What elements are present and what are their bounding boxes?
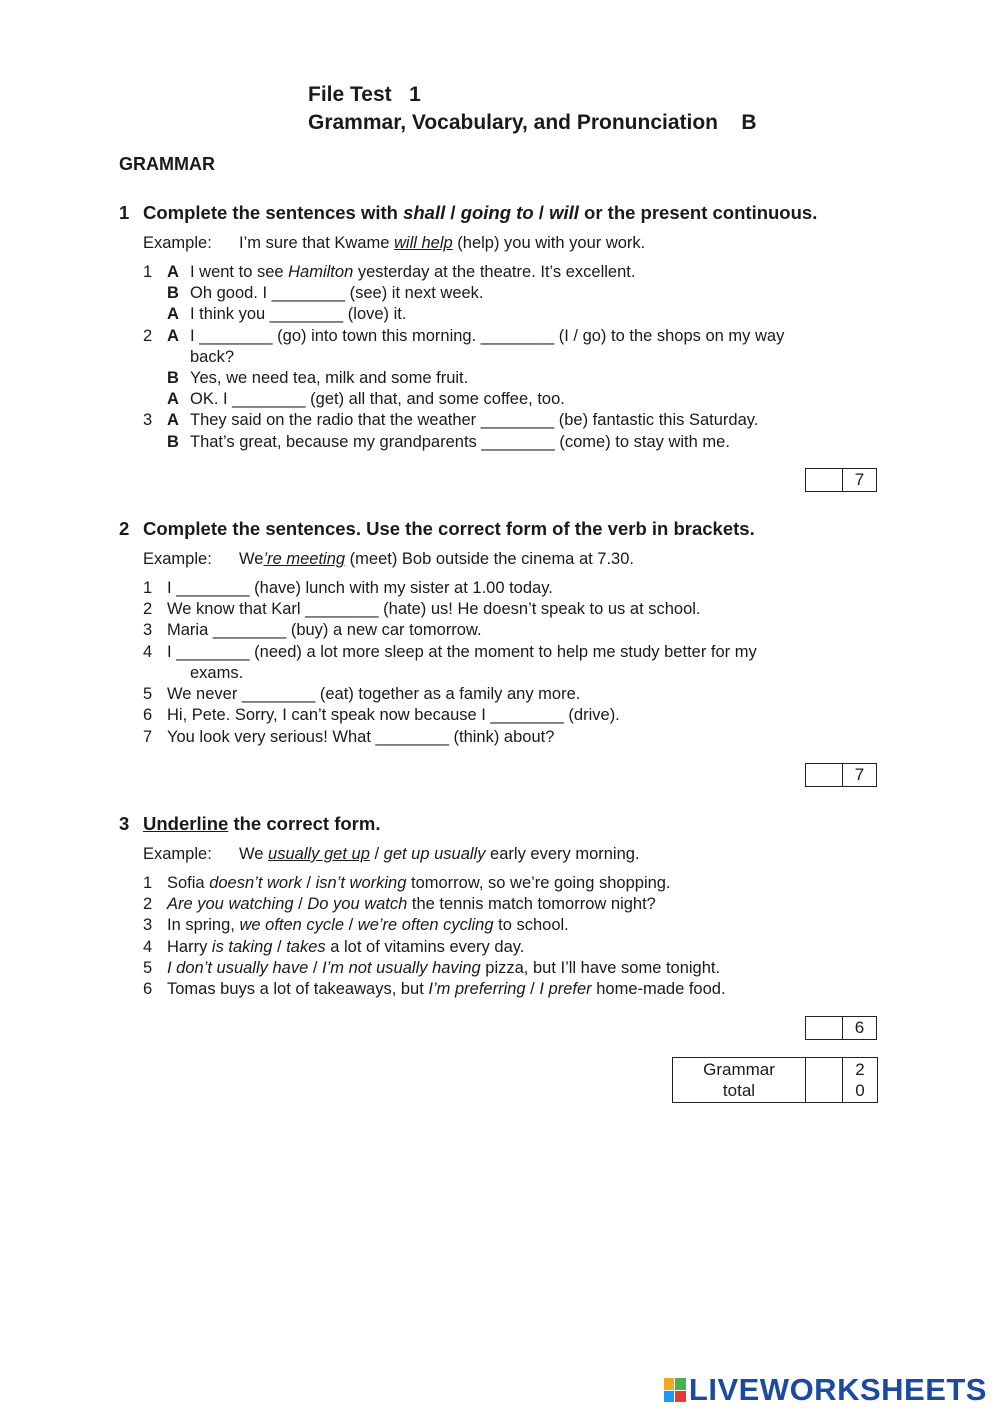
exercise-3-score-box: 6 (805, 1016, 877, 1040)
liveworksheets-logo (664, 1372, 987, 1408)
grammar-total-label: Grammar total (673, 1058, 806, 1102)
score-input[interactable] (806, 764, 843, 786)
option-b[interactable]: Do you watch (307, 895, 408, 913)
section-heading-grammar: GRAMMAR (119, 154, 215, 174)
option-a[interactable]: is taking (211, 938, 273, 956)
option-a[interactable]: I don’t usually have (167, 959, 309, 977)
option-b[interactable]: I prefer (539, 980, 592, 998)
grammar-total-max: 2 0 (855, 1060, 865, 1100)
exercise-1-score-box: 7 (805, 468, 877, 492)
option-a[interactable]: Are you watching (167, 895, 294, 913)
option-b[interactable]: we’re often cycling (357, 916, 494, 934)
total-score-input[interactable] (806, 1058, 843, 1102)
score-input[interactable] (806, 469, 843, 491)
option-a[interactable]: I’m preferring (428, 980, 526, 998)
exercise-2-score-box: 7 (805, 763, 877, 787)
score-input[interactable] (806, 1017, 843, 1039)
logo-text: LIVEWORKSHEETS (688, 1372, 987, 1407)
option-b[interactable]: takes (286, 938, 326, 956)
test-header (308, 81, 757, 137)
option-b[interactable]: I’m not usually having (322, 959, 481, 977)
option-a[interactable]: doesn’t work (209, 874, 302, 892)
option-a[interactable]: we often cycle (239, 916, 345, 934)
grammar-total-box (672, 1057, 878, 1103)
option-b[interactable]: isn’t working (315, 874, 407, 892)
test-title: File Test 1 (308, 83, 421, 106)
logo-icon (664, 1378, 686, 1402)
test-subtitle: Grammar, Vocabulary, and Pronunciation B (308, 111, 757, 134)
